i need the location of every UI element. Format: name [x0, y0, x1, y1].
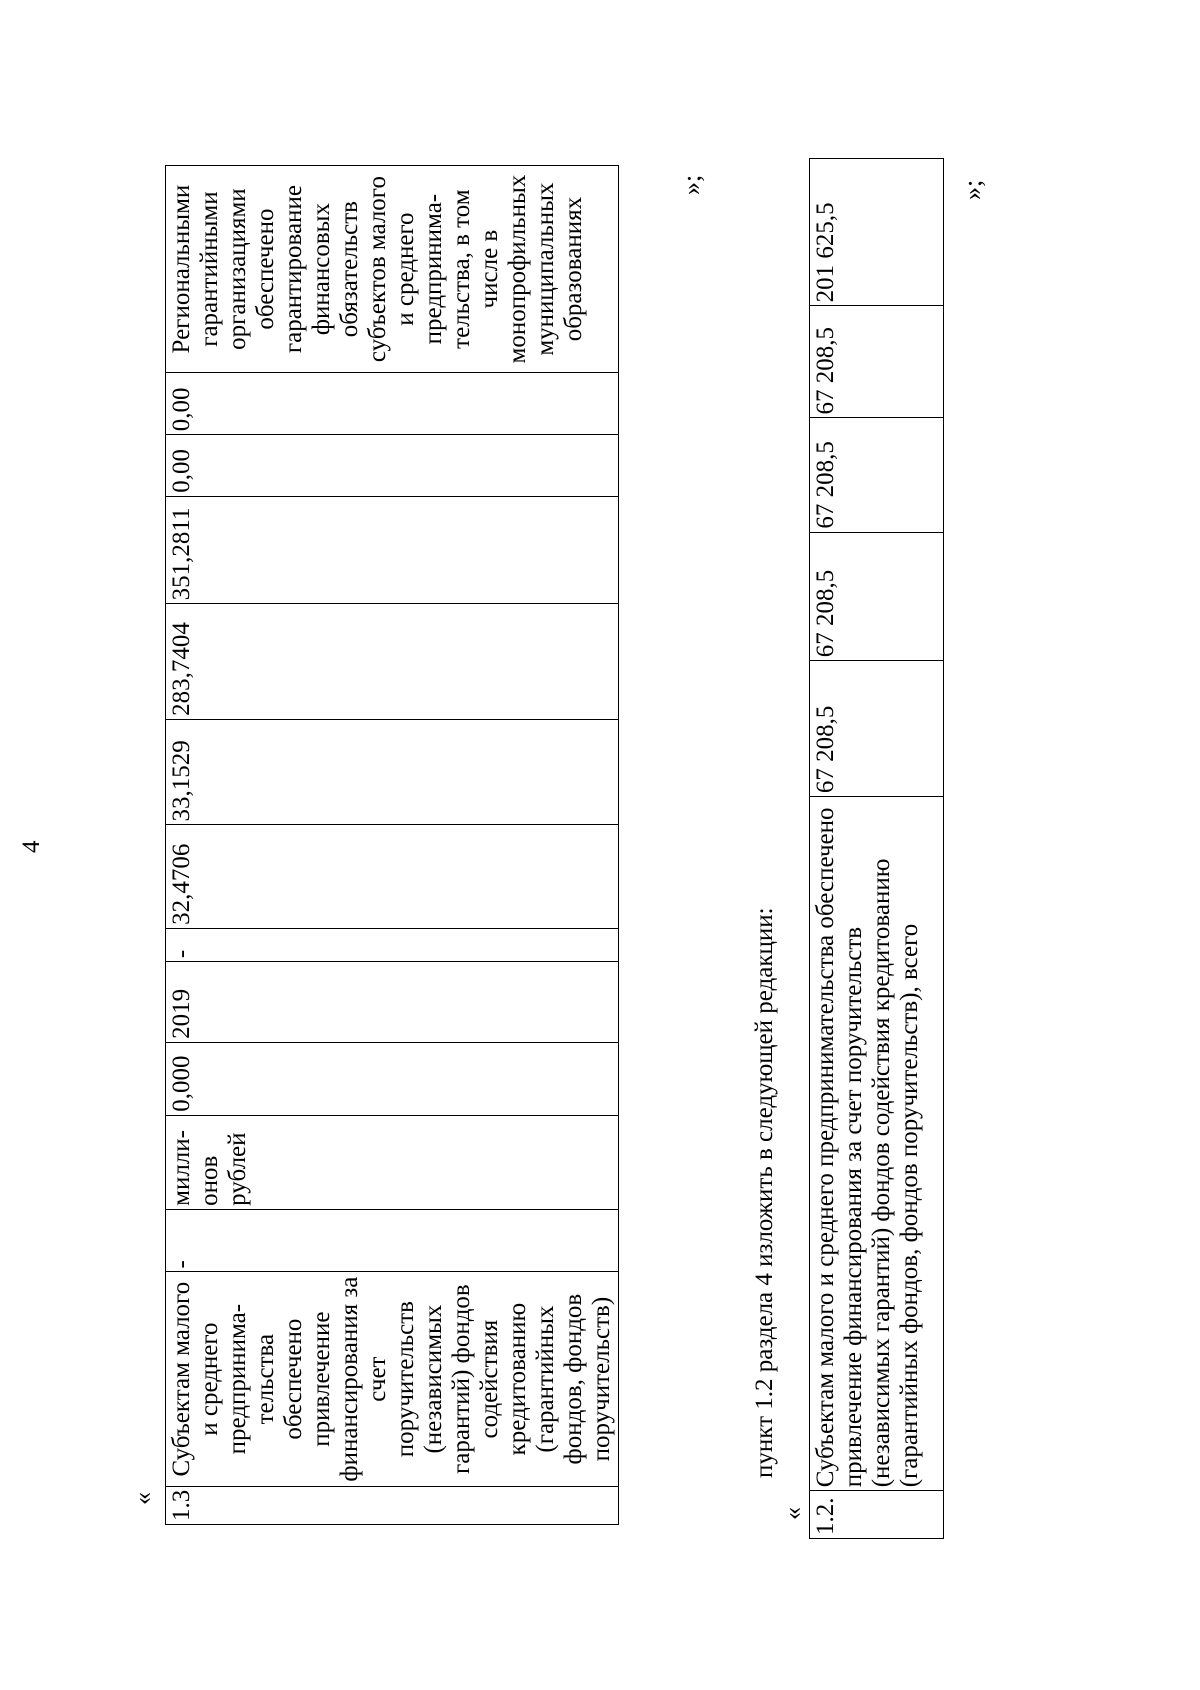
value-cell: 351,2811	[166, 496, 619, 604]
row-number: 1.3	[166, 1486, 619, 1524]
open-quote-2: «	[778, 1507, 807, 1520]
year-cell: 2019	[166, 962, 619, 1043]
dash-cell: -	[166, 928, 619, 961]
value-cell: 67 208,5	[810, 418, 944, 532]
indicator-name: Субъектам малого и среднего предпринимательства обеспечено привлечение финансирования за счет поручительств (независимых гарантий) фондов содействия кредитованию (гарантийных фондов, фондов поручительств), всего	[810, 797, 944, 1491]
total-cell: 201 625,5	[810, 159, 944, 306]
close-quote-2: »;	[958, 179, 987, 200]
value-cell: 32,4706	[166, 825, 619, 928]
result-cell: Региональными гарантийными организациями обеспечено гарантирование финансовых обязательств субъектов малого и среднего предпринима-тельства, в том числе в монопрофильных муниципальных образованиях	[166, 166, 619, 373]
value-cell: 0,00	[166, 373, 619, 435]
close-quote-1: »;	[677, 174, 706, 195]
page-number: 4	[18, 840, 45, 853]
unit-cell: милли-онов рублей	[166, 1115, 619, 1209]
table-row	[166, 166, 619, 1525]
table-row	[810, 159, 944, 1539]
value-cell: 67 208,5	[810, 532, 944, 661]
amendment-sentence: пункт 1.2 раздела 4 изложить в следующей редакции:	[751, 907, 778, 1478]
indicator-table-2	[809, 158, 944, 1539]
value-cell: 283,7404	[166, 604, 619, 720]
row-number: 1.2.	[810, 1491, 944, 1539]
indicator-table-1	[165, 165, 619, 1525]
indicator-name: Субъектам малого и среднего предпринима-тельства обеспечено привлечение финансирования за счет поручительств (независимых гарантий) фондов содействия кредитованию (гарантийных фондов, фондов поручительств)	[166, 1272, 619, 1486]
base-value-cell: 0,000	[166, 1042, 619, 1115]
value-cell: 67 208,5	[810, 306, 944, 418]
open-quote-1: «	[128, 1492, 157, 1505]
value-cell: 0,00	[166, 435, 619, 496]
value-cell: 67 208,5	[810, 661, 944, 797]
value-cell: 33,1529	[166, 719, 619, 825]
dash-cell: -	[166, 1209, 619, 1272]
